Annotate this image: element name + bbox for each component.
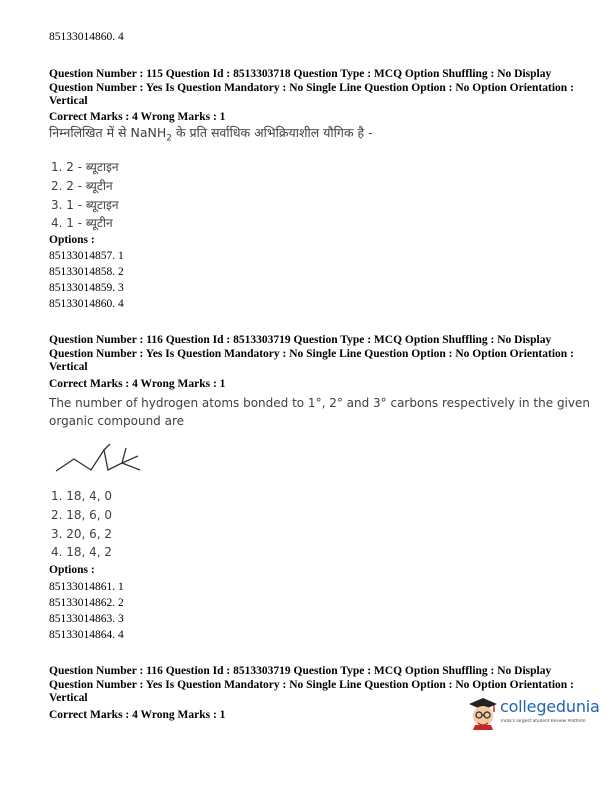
question-116-text-line-1: The number of hydrogen atoms bonded to 1°, 2° and 3° carbons respectively in the given xyxy=(49,396,590,410)
question-116-marks: Correct Marks : 4 Wrong Marks : 1 xyxy=(49,378,226,390)
question-116-option-3: 85133014863. 3 xyxy=(49,613,124,625)
question-116-choice-3: 3. 20, 6, 2 xyxy=(51,527,113,541)
question-115-option-4: 85133014860. 4 xyxy=(49,298,124,310)
skeletal-structure-diagram xyxy=(52,440,152,480)
question-115-option-2: 85133014858. 2 xyxy=(49,266,124,278)
question-116-option-1: 85133014861. 1 xyxy=(49,581,124,593)
question-116-options-label: Options : xyxy=(49,564,95,576)
question-115-option-3: 85133014859. 3 xyxy=(49,282,124,294)
logo-tagline: India's largest Student Review Platform xyxy=(501,719,586,724)
graduate-mascot-icon xyxy=(467,696,499,730)
question-116-text-line-2: organic compound are xyxy=(49,414,185,428)
question-116-repeat-header: Question Number : 116 Question Id : 8513303719 Question Type : MCQ Option Shuffling : No Display Question Number : Yes Is Question Mandatory : No Single Line Question Option : No Option Orientation : Vertical xyxy=(49,665,574,704)
question-116-header: Question Number : 116 Question Id : 8513303719 Question Type : MCQ Option Shuffling : No Display Question Number : Yes Is Question Mandatory : No Single Line Question Option : No Option Orientation : Vertical xyxy=(49,334,574,373)
skeletal-branch-2 xyxy=(122,448,126,463)
question-116-choice-4: 4. 18, 4, 2 xyxy=(51,545,113,559)
question-115-option-1: 85133014857. 1 xyxy=(49,250,124,262)
question-115-options-label: Options : xyxy=(49,234,95,246)
question-116-option-2: 85133014862. 2 xyxy=(49,597,124,609)
question-116-repeat-marks: Correct Marks : 4 Wrong Marks : 1 xyxy=(49,709,226,721)
collegedunia-logo xyxy=(467,694,600,734)
question-116-choice-1: 1. 18, 4, 0 xyxy=(51,489,113,503)
previous-answer-line: 85133014860. 4 xyxy=(49,31,124,43)
question-116-choice-2: 2. 18, 6, 0 xyxy=(51,508,113,522)
skeletal-branch-3 xyxy=(122,456,138,463)
question-115-text-prefix: निम्नलिखित में से NaNH xyxy=(49,125,167,140)
question-115-choice-2: 2. 2 - ब्यूटीन xyxy=(51,179,113,193)
question-115-choice-1: 1. 2 - ब्यूटाइन xyxy=(51,160,119,174)
question-115-text xyxy=(49,124,373,144)
question-115-choice-3: 3. 1 - ब्यूटाइन xyxy=(51,198,119,212)
question-115-header: Question Number : 115 Question Id : 8513303718 Question Type : MCQ Option Shuffling : No Display Question Number : Yes Is Question Mandatory : No Single Line Question Option : No Option Orientation : Vertical xyxy=(49,68,574,107)
question-115-marks: Correct Marks : 4 Wrong Marks : 1 xyxy=(49,111,226,123)
question-115-subscript: 2 xyxy=(166,133,172,144)
question-115-text-suffix: के प्रति सर्वाधिक अभिक्रियाशील यौगिक है - xyxy=(171,125,373,140)
question-116-option-4: 85133014864. 4 xyxy=(49,629,124,641)
question-115-choice-4: 4. 1 - ब्यूटीन xyxy=(51,216,113,230)
logo-wordmark: collegedunia xyxy=(500,697,600,716)
skeletal-branch-1 xyxy=(104,444,110,450)
